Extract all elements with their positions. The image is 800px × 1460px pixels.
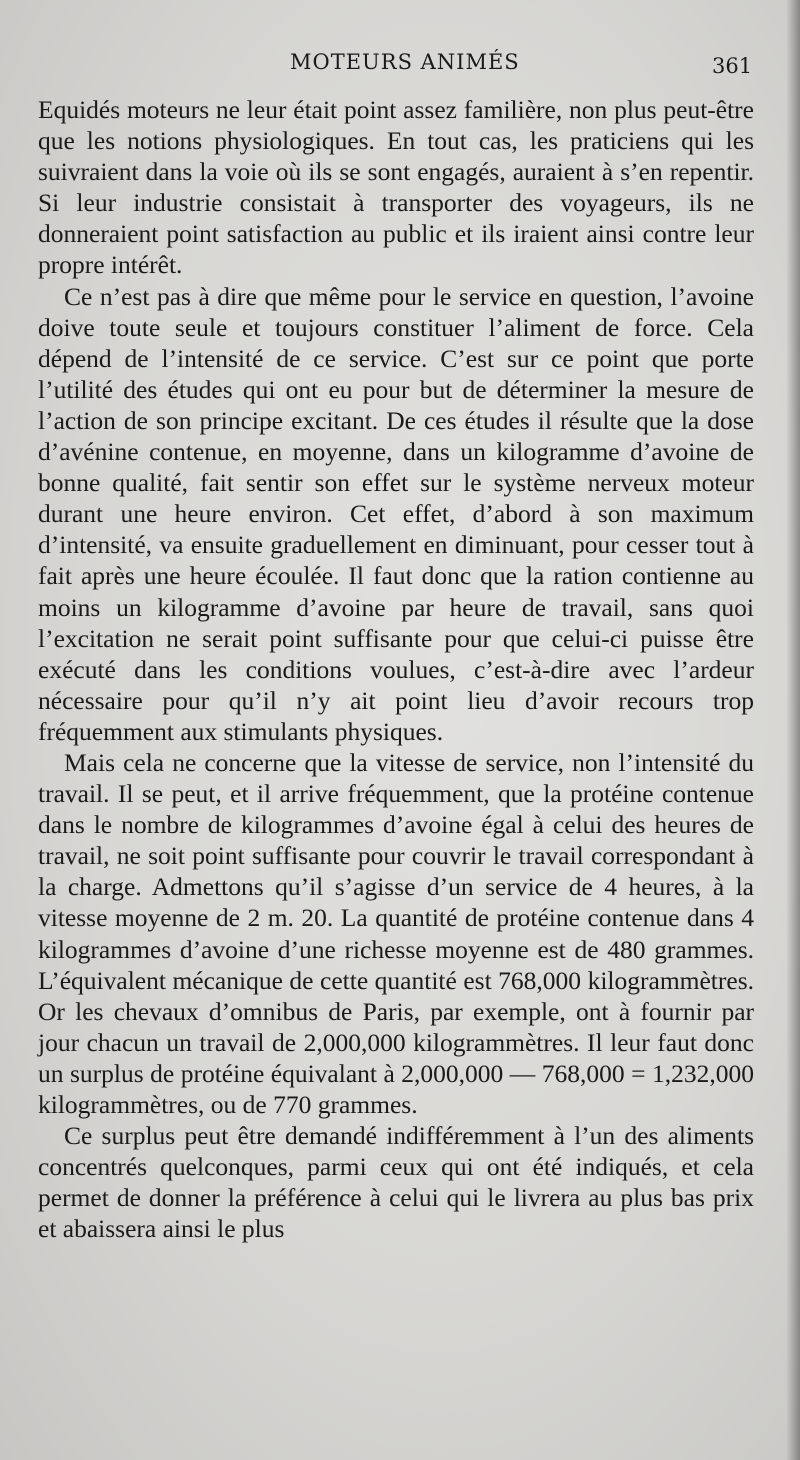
paragraph: Ce n’est pas à dire que même pour le service en question, l’avoine doive toute seule et toujours constituer l’aliment de force. Cela dépend de l’intensité de ce service. C’est sur ce point que porte l’utilité des études qui ont eu pour but de déterminer la mesure de l’action de son principe excitant. De ces études il résulte que la dose d’avénine contenue, en moyenne, dans un kilogramme d’avoine de bonne qualité, fait sentir son effet sur le système nerveux moteur durant une heure environ. Cet effet, d’abord à son maximum d’intensité, va ensuite graduellement en diminuant, pour cesser tout à fait après une heure écoulée. Il faut donc que la ration contienne au moins un kilogramme d’avoine par heure de travail, sans quoi l’excitation ne serait point suffisante pour que celui-ci puisse être exécuté dans les conditions voulues, c’est-à-dire avec l’ardeur nécessaire pour qu’il n’y ait point lieu d’avoir recours trop fréquemment aux stimulants physiques. [38, 281, 754, 746]
page-header [0, 50, 800, 84]
running-title: MOTEURS ANIMÉS [290, 50, 520, 74]
paragraph-continuation: Equidés moteurs ne leur était point assez familière, non plus peut-être que les notions physiologiques. En tout cas, les praticiens qui les suivraient dans la voie où ils se sont engagés, auraient à s’en repentir. Si leur industrie consistait à transporter des voyageurs, ils ne donneraient point satisfaction au public et ils iraient ainsi contre leur propre intérêt. [38, 95, 754, 280]
body-text [38, 94, 754, 1244]
paragraph: Ce surplus peut être demandé indifféremment à l’un des aliments concentrés quelconques, parmi ceux qui ont été indiqués, et cela permet de donner la préférence à celui qui le livrera au plus bas prix et abaissera ainsi le plus [38, 1121, 754, 1244]
paragraph: Mais cela ne concerne que la vitesse de service, non l’intensité du travail. Il se peut, et il arrive fréquemment, que la protéine contenue dans le nombre de kilogrammes d’avoine égal à celui des heures de travail, ne soit point suffisante pour couvrir le travail correspondant à la charge. Admettons qu’il s’agisse d’un service de 4 heures, à la vitesse moyenne de 2 m. 20. La quantité de protéine contenue dans 4 kilogrammes d’avoine d’une richesse moyenne est de 480 grammes. L’équivalent mécanique de cette quantité est 768,000 kilogrammètres. Or les chevaux d’omnibus de Paris, par exemple, ont à fournir par jour chacun un travail de 2,000,000 kilogrammètres. Il leur faut donc un surplus de protéine équivalant à 2,000,000 — 768,000 = 1,232,000 kilogrammètres, ou de 770 grammes. [38, 747, 754, 1119]
page-edge-shadow [786, 0, 800, 1460]
page-number: 361 [712, 54, 753, 78]
